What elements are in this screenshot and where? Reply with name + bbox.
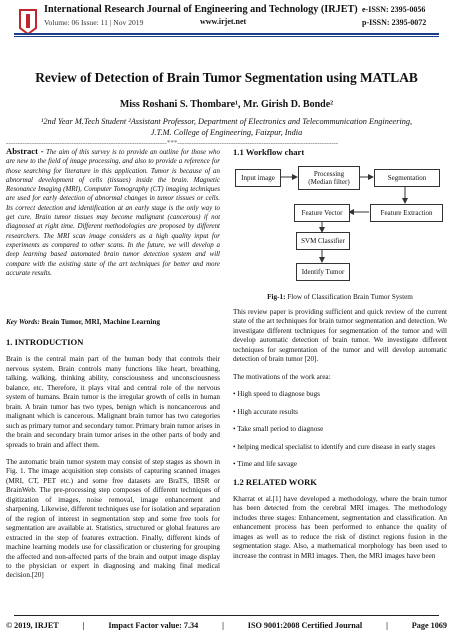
workflow-flowchart — [233, 160, 447, 290]
figure-caption-text: Flow of Classification Brain Tumor System — [287, 293, 413, 301]
footer-page-number: Page 1069 — [411, 621, 447, 630]
journal-logo — [16, 6, 40, 36]
header-rule — [14, 33, 439, 35]
footer-rule — [14, 615, 439, 616]
abstract — [6, 147, 220, 278]
footer-separator: | — [82, 621, 85, 630]
keywords — [6, 318, 220, 327]
abstract-text: The aim of this survey is to provide an outline for those who are new to the field of image processing, and also to provide a reference for those searching for literature in this application. Tumor is because of an abnormal development of cells (tissues) inside the brain. Magnetic Resonance Imaging (MRI), Computer Tomography (CT) imaging techniques are used for early detection of abnormal changes in tumor tissues or cells. Its correct detection and identification at an early stage is the only way to get cure. Brain tumor tissues may become malignant (cancerous) if not diagnosed at right time. Different methodologies are proposed by different researchers. The MRI scan image considers as a high quality input for experiments as compared to other scans. In the future, we will develop a deep learning based automated brain tumor detection system and will compare with the existing state of the art techniques for better and more accurate results. — [6, 148, 220, 277]
keywords-text: Brain Tumor, MRI, Machine Learning — [41, 318, 161, 326]
flowchart-processing-label: Processing — [313, 170, 345, 178]
review-paragraph: This review paper is providing sufficient and quick review of the current state of the art techniques for brain tumor segmentation and detection. We investigate different techniques for segmentation of the tumor and will develop automatic detection of brain tumor. We investigate different techniques for segmentation of the tumor and will develop automatic detection of brain tumor [20]. — [233, 308, 447, 364]
flowchart-svm-classifier: SVM Classifier — [296, 232, 350, 250]
journal-website[interactable]: www.irjet.net — [200, 17, 247, 26]
eissn: e-ISSN: 2395-0056 — [362, 5, 426, 14]
introduction-paragraph-1: Brain is the central main part of the human body that controls their nervous system. Brain controls many functions like heart, breathing, talking, walking, thinking ability, consciousness and unconsciousness balance, etc. Therefore, it plays vital and central role of the nervous system of humans. Brain tumor is the irregular growth of cells in human brain. A brain tumor has two types, benign which is noncancerous and malignant which is cancerous. Malignant brain tumor has two categories such as primary tumor and secondary tumor. Primary brain tumor arises in the brain and secondary brain tumor arises in the other parts of body and spreads to brain and affect them. — [6, 355, 220, 449]
flowchart-identify-tumor: Identify Tumor — [296, 263, 350, 281]
flowchart-feature-extraction: Feature Extraction — [370, 204, 443, 222]
pissn: p-ISSN: 2395-0072 — [362, 18, 427, 27]
flowchart-processing — [298, 166, 360, 190]
related-work-heading: 1.2 RELATED WORK — [233, 477, 317, 488]
footer-separator: | — [386, 621, 388, 630]
journal-name: International Research Journal of Engineering and Technology (IRJET) — [44, 4, 358, 15]
motivations-intro: The motivations of the work area: — [233, 372, 331, 381]
motivation-bullet: • Take small period to diagnose — [233, 425, 324, 434]
affiliation — [20, 117, 433, 138]
figure-caption — [233, 293, 447, 301]
affiliation-line-1: ¹2nd Year M.Tech Student ²Assistant Professor, Department of Electronics and Telecommunication Engineering, — [40, 117, 413, 126]
volume-issue: Volume: 06 Issue: 11 | Nov 2019 — [44, 18, 144, 27]
flowchart-feature-vector: Feature Vector — [294, 204, 350, 222]
section-separator: ---------------------------------------------------------------------***--------------------------------------------------------------------- — [6, 139, 339, 147]
affiliation-line-2: J.T.M. College of Engineering, Faizpur, India — [150, 127, 303, 137]
right-column-body — [233, 308, 447, 561]
introduction-section — [6, 338, 220, 581]
flowchart-processing-sublabel: (Median filter) — [308, 178, 350, 186]
motivation-bullet: • High speed to diagnose bugs — [233, 390, 320, 399]
header-rule-thin — [14, 36, 439, 37]
motivation-bullet: • helping medical specialist to identify and cure disease in early stages — [233, 442, 436, 451]
footer-separator: | — [222, 621, 224, 630]
workflow-heading: 1.1 Workflow chart — [233, 147, 305, 157]
page-footer — [6, 621, 447, 630]
footer-copyright: © 2019, IRJET — [6, 621, 59, 630]
keywords-label: Key Words: — [6, 318, 40, 326]
motivation-bullet: • Time and life savage — [233, 459, 297, 468]
introduction-heading: 1. INTRODUCTION — [6, 337, 84, 347]
paper-title: Review of Detection of Brain Tumor Segmentation using MATLAB — [35, 70, 418, 85]
paper-authors: Miss Roshani S. Thombare¹, Mr. Girish D. Bonde² — [119, 99, 334, 110]
footer-iso: ISO 9001:2008 Certified Journal — [247, 621, 363, 630]
figure-caption-label: Fig-1: — [267, 293, 286, 301]
footer-impact-factor: Impact Factor value: 7.34 — [108, 621, 199, 630]
motivation-bullet: • High accurate results — [233, 407, 298, 416]
flowchart-input-image: Input image — [235, 169, 281, 187]
abstract-label: Abstract - — [6, 146, 44, 156]
related-work-paragraph: Kharrat et al.[1] have developed a methodology, where the brain tumor has been detected from the cerebral MRI images. The methodology includes three stages: Enhancement, segmentation and classification. An enhancement process has been performed to enhance the quality of images as well as to reduce the risk of distinct regions fusion in the segmentation stage. Also, a mathematical morphology has been used to increase the contrast in MRI images. Then, the MRI images have been — [233, 494, 447, 560]
flowchart-segmentation: Segmentation — [374, 169, 440, 187]
introduction-paragraph-2: The automatic brain tumor system may consist of step stages as shown in Fig. 1. The image acquisition step consists of capturing scanned images (MRI, CT, PET etc.) and some free datasets are BraTS, IBSR or BrainWeb. The pre-processing step composes of different techniques of digitization of images, noise removal, image enhancement and sharpening. Likewise, different techniques use for isolation and separation of the region of interest in segmentation step and some free tools for segmentation are available at. Statistics, structured or global features are extracted in the step of features extraction. Finally, different kinds of machine learning models use for classification or clustering for grouping the affected and non-affected parts of the brain and output image display to the physician or expert in diagnosing and making final medical decision.[20] — [6, 457, 220, 580]
